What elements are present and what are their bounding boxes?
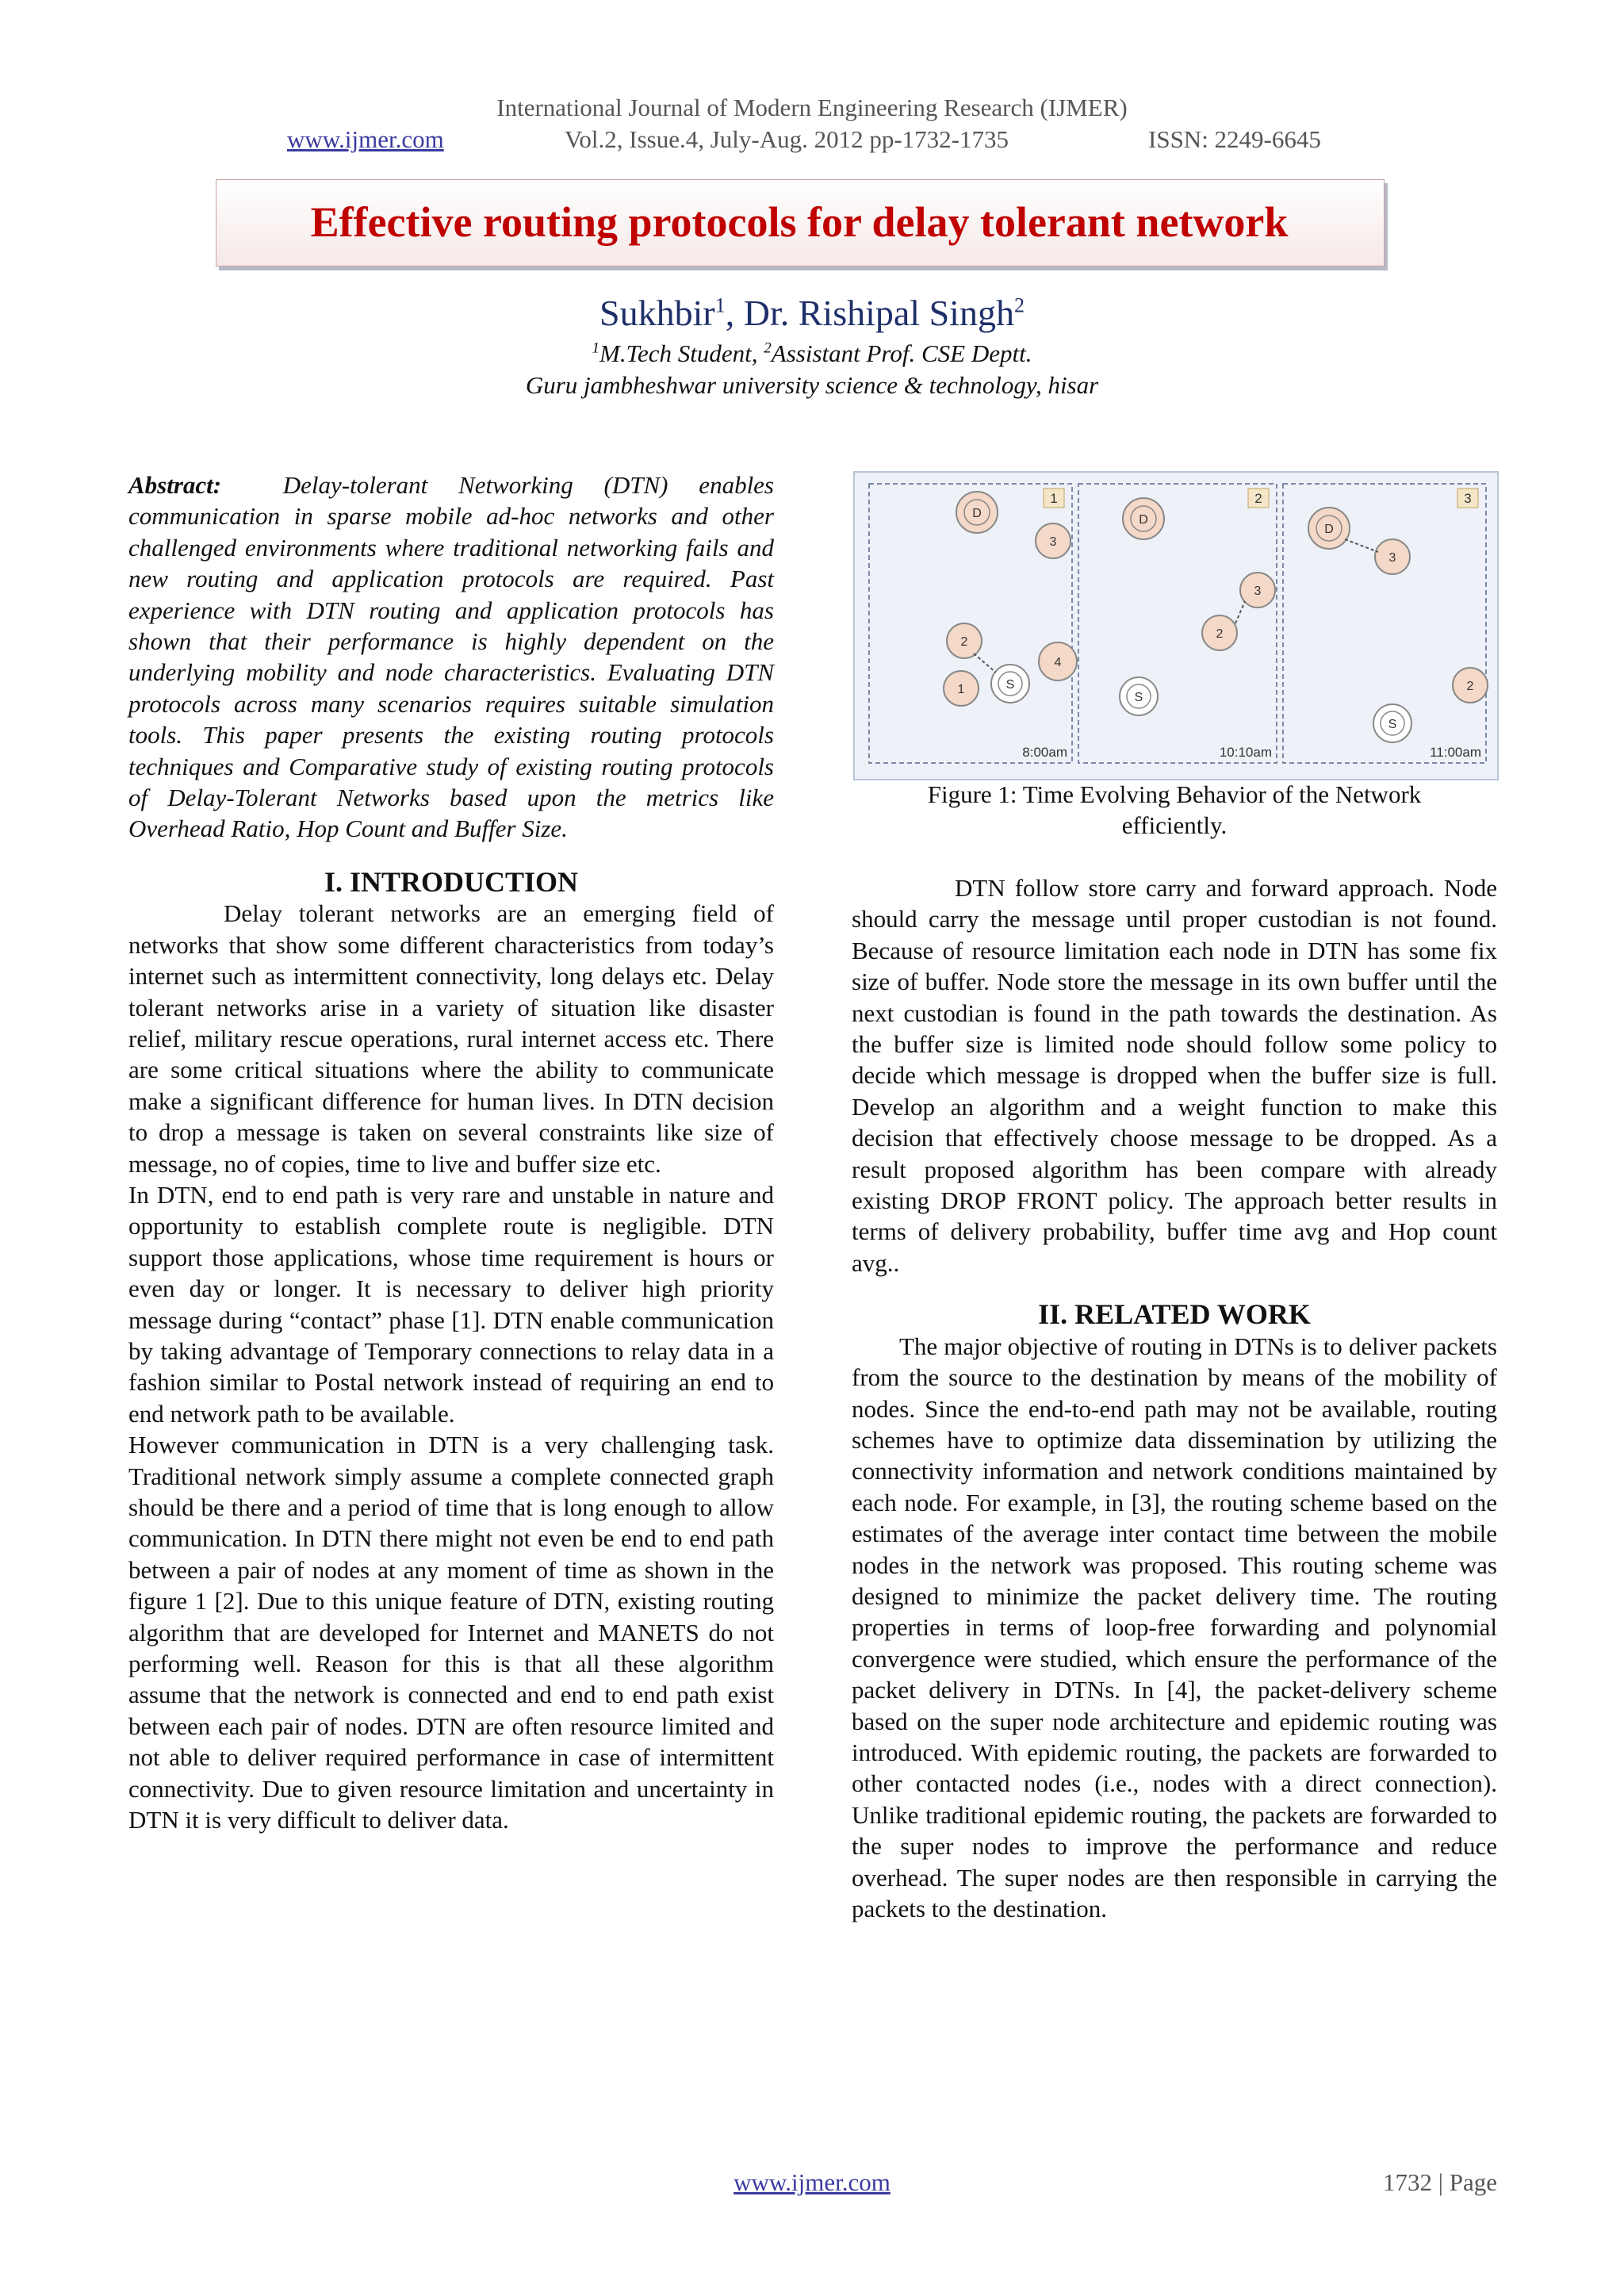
p1-node-1: 1 [957, 683, 965, 696]
p3-node-d: D [1324, 523, 1334, 536]
right-column [852, 872, 1497, 1924]
figure-caption-line-2: efficiently. [1121, 811, 1228, 839]
intro-paragraph-3: However communication in DTN is a very challenging task. Traditional network simply assume a complete connected graph should be there and a period of time that is long enough to allow communication. In DTN there might not even be end to end path between a pair of nodes at any moment of time as shown in the figure 1 [2]. Due to this unique feature of DTN, existing routing algorithm that are developed for Internet and MANETS do not performing well. Reason for this is that all these algorithm assume that the network is connected and end to end path exist between each pair of nodes. DTN are often resource limited and not able to deliver required performance in case of intermittent connectivity. Due to given resource limitation and uncertainty in DTN it is very difficult to deliver data. [128, 1431, 774, 1834]
right-paragraph-1: DTN follow store carry and forward approach. Node should carry the message until proper custodian is not found. Because of resource limitation each node in DTN has some fix size of buffer. Node store the message in its own buffer until the next custodian is found in the path towards the destination. As the buffer size is limited node should follow some policy to decide which message is dropped when the buffer size is full. Develop an algorithm and a weight function to make this decision that effectively choose message to be dropped. As a result proposed algorithm has been compare with already existing DROP FRONT policy. The approach better results in terms of delivery probability, buffer time avg and Hop count avg.. [852, 874, 1497, 1277]
page-number: 1732 | Page [1383, 2168, 1497, 2196]
figure-caption-line-1: Figure 1: Time Evolving Behavior of the Network [927, 780, 1422, 808]
footer-website[interactable] [0, 2168, 1624, 2197]
journal-volume: Vol.2, Issue.4, July-Aug. 2012 pp-1732-1735 [565, 125, 1009, 153]
panel-2-frame [1078, 484, 1277, 763]
panel-1-time: 8:00am [1022, 745, 1067, 760]
left-column [128, 470, 774, 1835]
abstract-text: Delay-tolerant Networking (DTN) enables communication in sparse mobile ad-hoc networks and other challenged environments where traditional networking fails and new routing and application protocols are required. Past experience with DTN routing and application protocols has shown that their performance is highly dependent on the underlying mobility and node characteristics. Evaluating DTN protocols across many scenarios requires suitable simulation tools. This paper presents the existing routing protocols techniques and Comparative study of existing routing protocols of Delay-Tolerant Networks based upon the metrics like Overhead Ratio, Hop Count and Buffer Size. [128, 471, 774, 843]
journal-website-link[interactable]: www.ijmer.com [287, 125, 444, 153]
panel-3-number: 3 [1464, 491, 1472, 506]
p3-node-2: 2 [1466, 680, 1474, 693]
author-2: , Dr. Rishipal Singh [725, 293, 1014, 333]
p2-node-s: S [1134, 691, 1143, 704]
p2-arrow [1235, 601, 1245, 623]
authors [0, 292, 1624, 334]
related-work-paragraph: The major objective of routing in DTNs is to deliver packets from the source to the destination by means of the mobility of nodes. Since the end-to-end path may not be available, routing schemes have to optimize data dissemination by utilizing the connectivity information and network conditions maintained by each node. For example, in [3], the routing scheme based on the estimates of the average inter contact time between the mobile nodes in the network was proposed. This routing scheme was designed to minimize the packet delivery time. The routing properties in terms of loop-free forwarding and polynomial convergence were studied, which ensure the performance of the packet delivery in DTNs. In [4], the packet-delivery scheme based on the super node architecture and epidemic routing was introduced. With epidemic routing, the packets are forwarded to other contacted nodes (i.e., nodes with a direct connection). Unlike traditional epidemic routing, the packets are forwarded to the super nodes to improve the performance and reduce overhead. The super nodes are then responsible in carrying the packets to the destination. [852, 1332, 1497, 1922]
intro-paragraph-2: In DTN, end to end path is very rare and unstable in nature and opportunity to establish complete route is negligible. DTN support those applications, whose time requirement is hours or even day or longer. It is necessary to deliver high priority message during “contact” phase [1]. DTN enable communication by taking advantage of Temporary connections to relay data in a fashion similar to Postal network instead of requiring an end to end network path to be available. [128, 1180, 774, 1428]
p3-node-s: S [1388, 718, 1397, 731]
p3-node-3: 3 [1388, 551, 1396, 565]
author-2-sup: 2 [1013, 293, 1025, 317]
abstract-label: Abstract: [128, 471, 222, 499]
p3-arrow [1345, 539, 1378, 552]
p1-arrow [974, 654, 996, 673]
p2-node-d: D [1139, 513, 1148, 527]
journal-name: International Journal of Modern Engineering Research (IJMER) [496, 94, 1128, 121]
panel-2-time: 10:10am [1219, 745, 1272, 760]
panel-2-number: 2 [1254, 491, 1262, 506]
abstract [128, 470, 774, 845]
p1-node-4: 4 [1054, 656, 1062, 669]
affil-role-2: Assistant Prof. CSE Deptt. [771, 339, 1032, 367]
affil-role-1: M.Tech Student, [599, 339, 764, 367]
section-heading-related-work: II. RELATED WORK [1038, 1298, 1311, 1331]
figure-caption [853, 779, 1496, 841]
p1-node-2: 2 [960, 635, 968, 649]
author-1: Sukhbir [599, 293, 715, 333]
p2-node-2: 2 [1216, 627, 1224, 641]
affiliation-roles [0, 339, 1624, 368]
p1-node-d: D [972, 507, 982, 520]
journal-website[interactable] [287, 125, 444, 154]
affil-sup-2: 2 [764, 339, 772, 357]
p2-node-3: 3 [1254, 585, 1262, 598]
section-heading-introduction: I. INTRODUCTION [324, 865, 579, 898]
p1-node-3: 3 [1049, 535, 1057, 549]
panel-3-time: 11:00am [1430, 745, 1481, 760]
intro-paragraph-1: Delay tolerant networks are an emerging field of networks that show some different characteristics from today’s internet such as intermittent connectivity, long delays etc. Delay tolerant networks arise in a variety of situation like disaster relief, military rescue operations, rural internet access etc. There are some critical situations where the ability to communicate make a significant difference for human lives. In DTN decision to drop a message is taken on several constraints like size of message, no of copies, time to live and buffer size etc. [128, 899, 774, 1178]
journal-issn: ISSN: 2249-6645 [1148, 125, 1321, 153]
paper-title: Effective routing protocols for delay tolerant network [310, 198, 1289, 246]
affiliation-university: Guru jambheshwar university science & technology, hisar [525, 371, 1099, 399]
author-1-sup: 1 [714, 293, 726, 317]
p1-node-s: S [1005, 678, 1015, 692]
figure-1 [853, 471, 1499, 780]
panel-1-number: 1 [1050, 491, 1058, 506]
figure-1-diagram [855, 473, 1497, 779]
footer-website-link[interactable]: www.ijmer.com [733, 2168, 891, 2196]
affil-sup-1: 1 [592, 339, 600, 357]
